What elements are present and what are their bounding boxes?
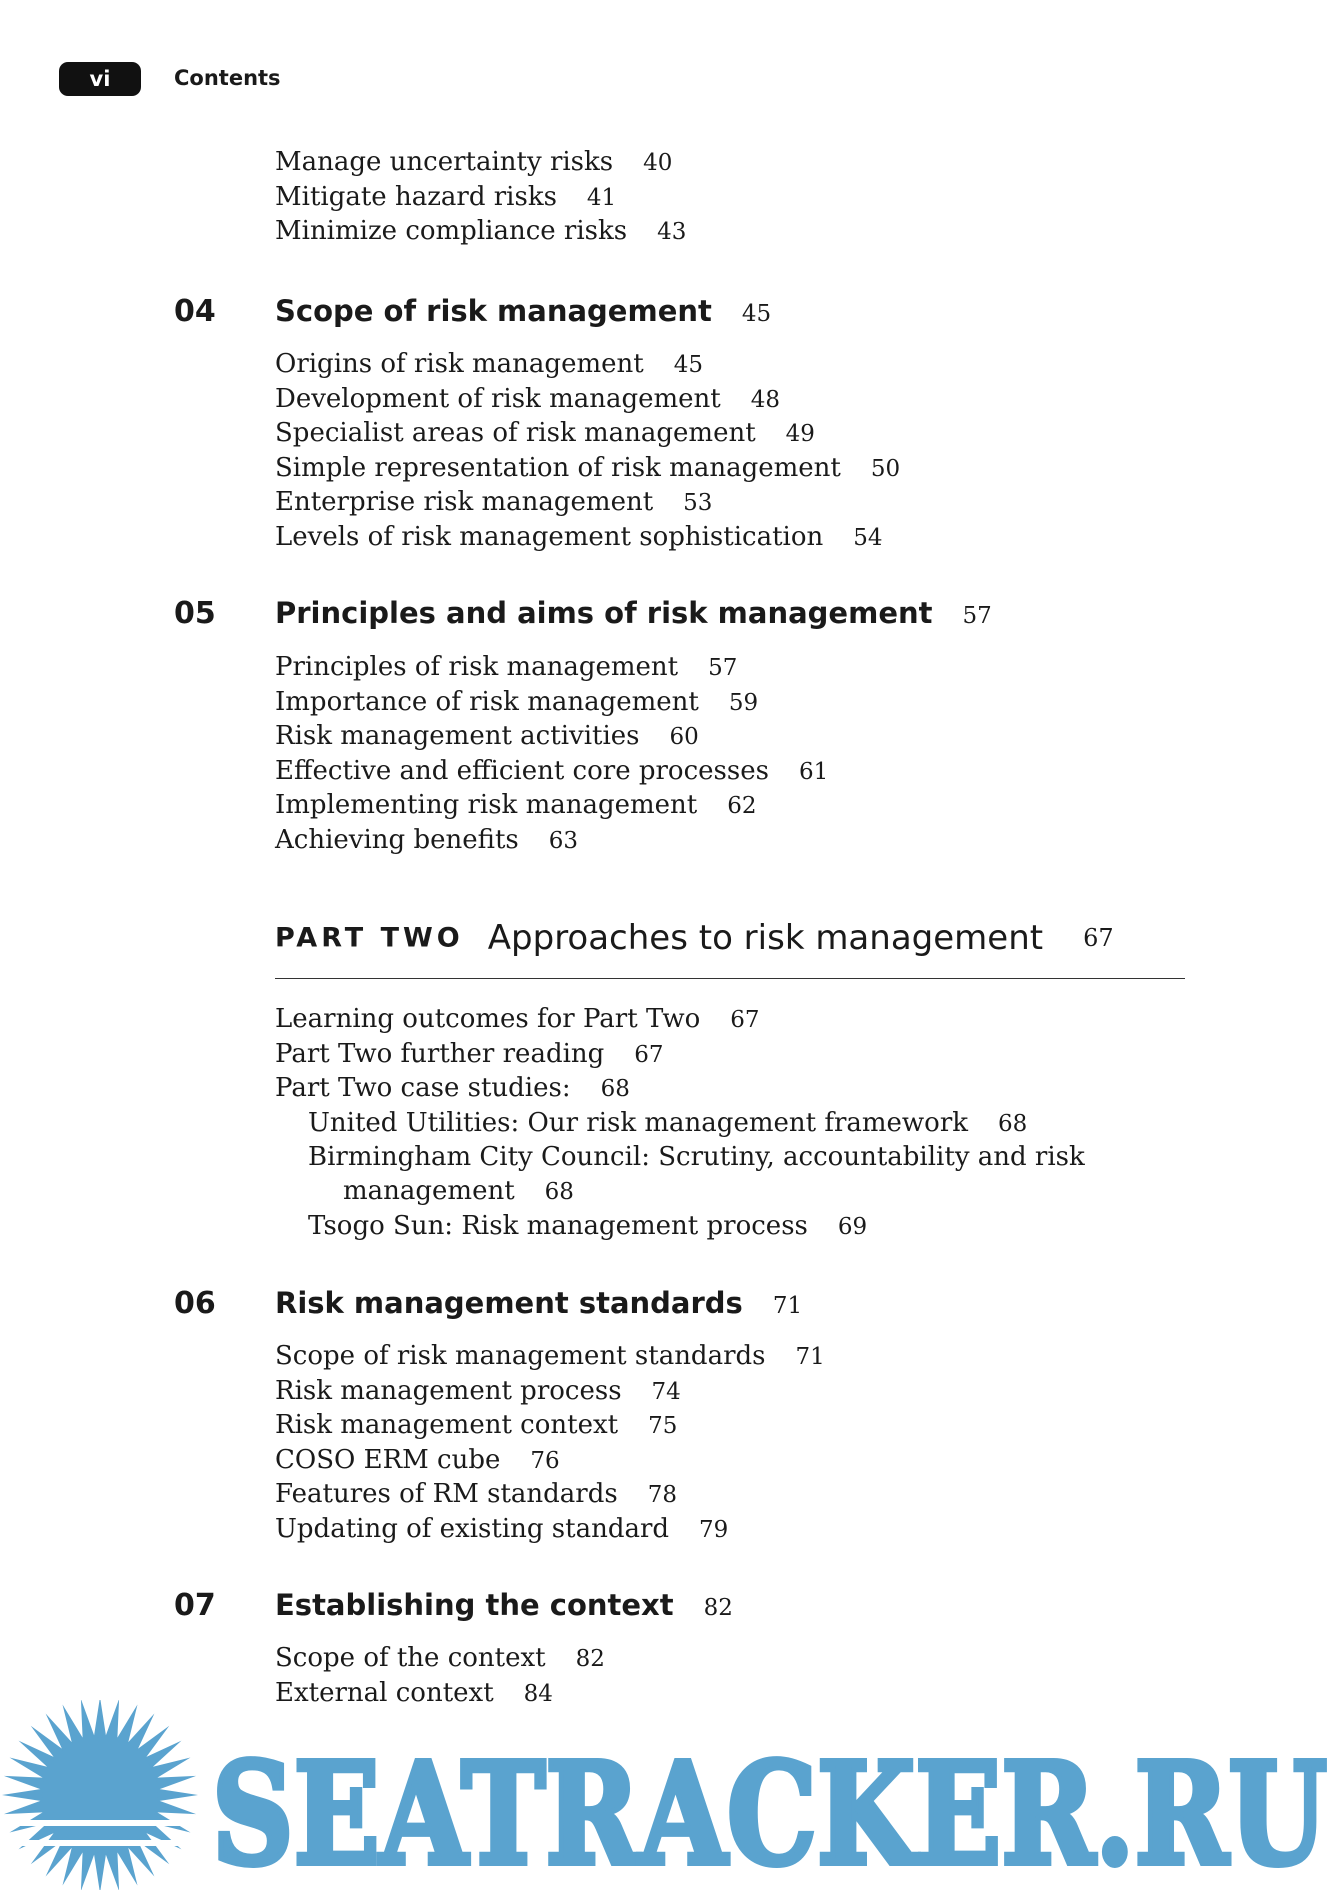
toc-entry[interactable]: Development of risk management 48 — [275, 383, 781, 414]
part-entries — [275, 1003, 1085, 1244]
chapter-number: 05 — [174, 596, 216, 631]
toc-entry[interactable]: Principles of risk management 57 — [275, 652, 738, 682]
toc-entry[interactable]: Scope of the context 82 — [275, 1643, 605, 1673]
chapter-title[interactable]: Risk management standards 71 — [275, 1286, 803, 1320]
toc-entry[interactable]: Risk management activities 60 — [275, 721, 699, 752]
sun-logo-icon — [2, 1700, 198, 1890]
chapter-number: 06 — [174, 1286, 216, 1321]
case-study-entry[interactable]: Tsogo Sun: Risk management process 69 — [308, 1210, 868, 1241]
case-study-entry-continuation[interactable]: management 68 — [343, 1175, 574, 1206]
part-page-number: 67 — [1083, 924, 1114, 952]
part-label: PART TWO — [275, 922, 464, 954]
chapter-entries — [275, 651, 828, 859]
toc-entry[interactable]: Levels of risk management sophistication 54 — [275, 521, 883, 552]
toc-entry[interactable]: Risk management context 75 — [275, 1410, 678, 1441]
toc-entry[interactable]: Part Two case studies: 68 — [275, 1073, 630, 1104]
toc-entry[interactable]: Implementing risk management 62 — [275, 790, 757, 821]
toc-entry[interactable]: Part Two further reading 67 — [275, 1038, 664, 1069]
toc-entry[interactable]: Scope of risk management standards 71 — [275, 1341, 825, 1371]
toc-entry[interactable]: Achieving benefits 63 — [275, 824, 579, 855]
top-entries — [275, 146, 686, 250]
toc-entry[interactable]: Learning outcomes for Part Two 67 — [275, 1004, 760, 1034]
chapter-entries — [275, 1340, 825, 1548]
toc-entry[interactable]: Minimize compliance risks 43 — [275, 216, 687, 247]
chapter-number: 04 — [174, 294, 216, 329]
page-number-badge: vi — [59, 62, 141, 96]
toc-entry[interactable]: External context 84 — [275, 1677, 553, 1708]
watermark — [0, 1700, 1339, 1890]
toc-entry[interactable]: Risk management process 74 — [275, 1375, 681, 1406]
watermark-text: SEATRACKER.RU — [212, 1733, 1327, 1890]
toc-entry[interactable]: Features of RM standards 78 — [275, 1479, 678, 1510]
chapter-title[interactable]: Scope of risk management 45 — [275, 294, 772, 328]
toc-entry[interactable]: Manage uncertainty risks 40 — [275, 147, 673, 177]
toc-entry[interactable]: Enterprise risk management 53 — [275, 487, 713, 518]
case-study-entry[interactable]: Birmingham City Council: Scrutiny, accountability and risk — [308, 1142, 1085, 1173]
toc-entry[interactable]: Specialist areas of risk management 49 — [275, 418, 815, 449]
toc-entry[interactable]: Effective and efficient core processes 61 — [275, 755, 829, 786]
chapter-title[interactable]: Establishing the context 82 — [275, 1588, 733, 1622]
chapter-entries — [275, 348, 900, 556]
running-header: Contents — [174, 66, 281, 90]
toc-entry[interactable]: Updating of existing standard 79 — [275, 1513, 729, 1544]
toc-entry[interactable]: Mitigate hazard risks 41 — [275, 181, 617, 212]
part-header — [275, 918, 1185, 979]
toc-entry[interactable]: Origins of risk management 45 — [275, 349, 703, 379]
toc-entry[interactable]: COSO ERM cube 76 — [275, 1444, 560, 1475]
toc-entry[interactable]: Importance of risk management 59 — [275, 686, 759, 717]
case-study-entry[interactable]: United Utilities: Our risk management framework 68 — [308, 1107, 1028, 1138]
toc-entry[interactable]: Simple representation of risk management 50 — [275, 452, 901, 483]
part-title[interactable]: Approaches to risk management — [487, 918, 1044, 958]
chapter-title[interactable]: Principles and aims of risk management 57 — [275, 596, 992, 630]
chapter-number: 07 — [174, 1588, 216, 1623]
